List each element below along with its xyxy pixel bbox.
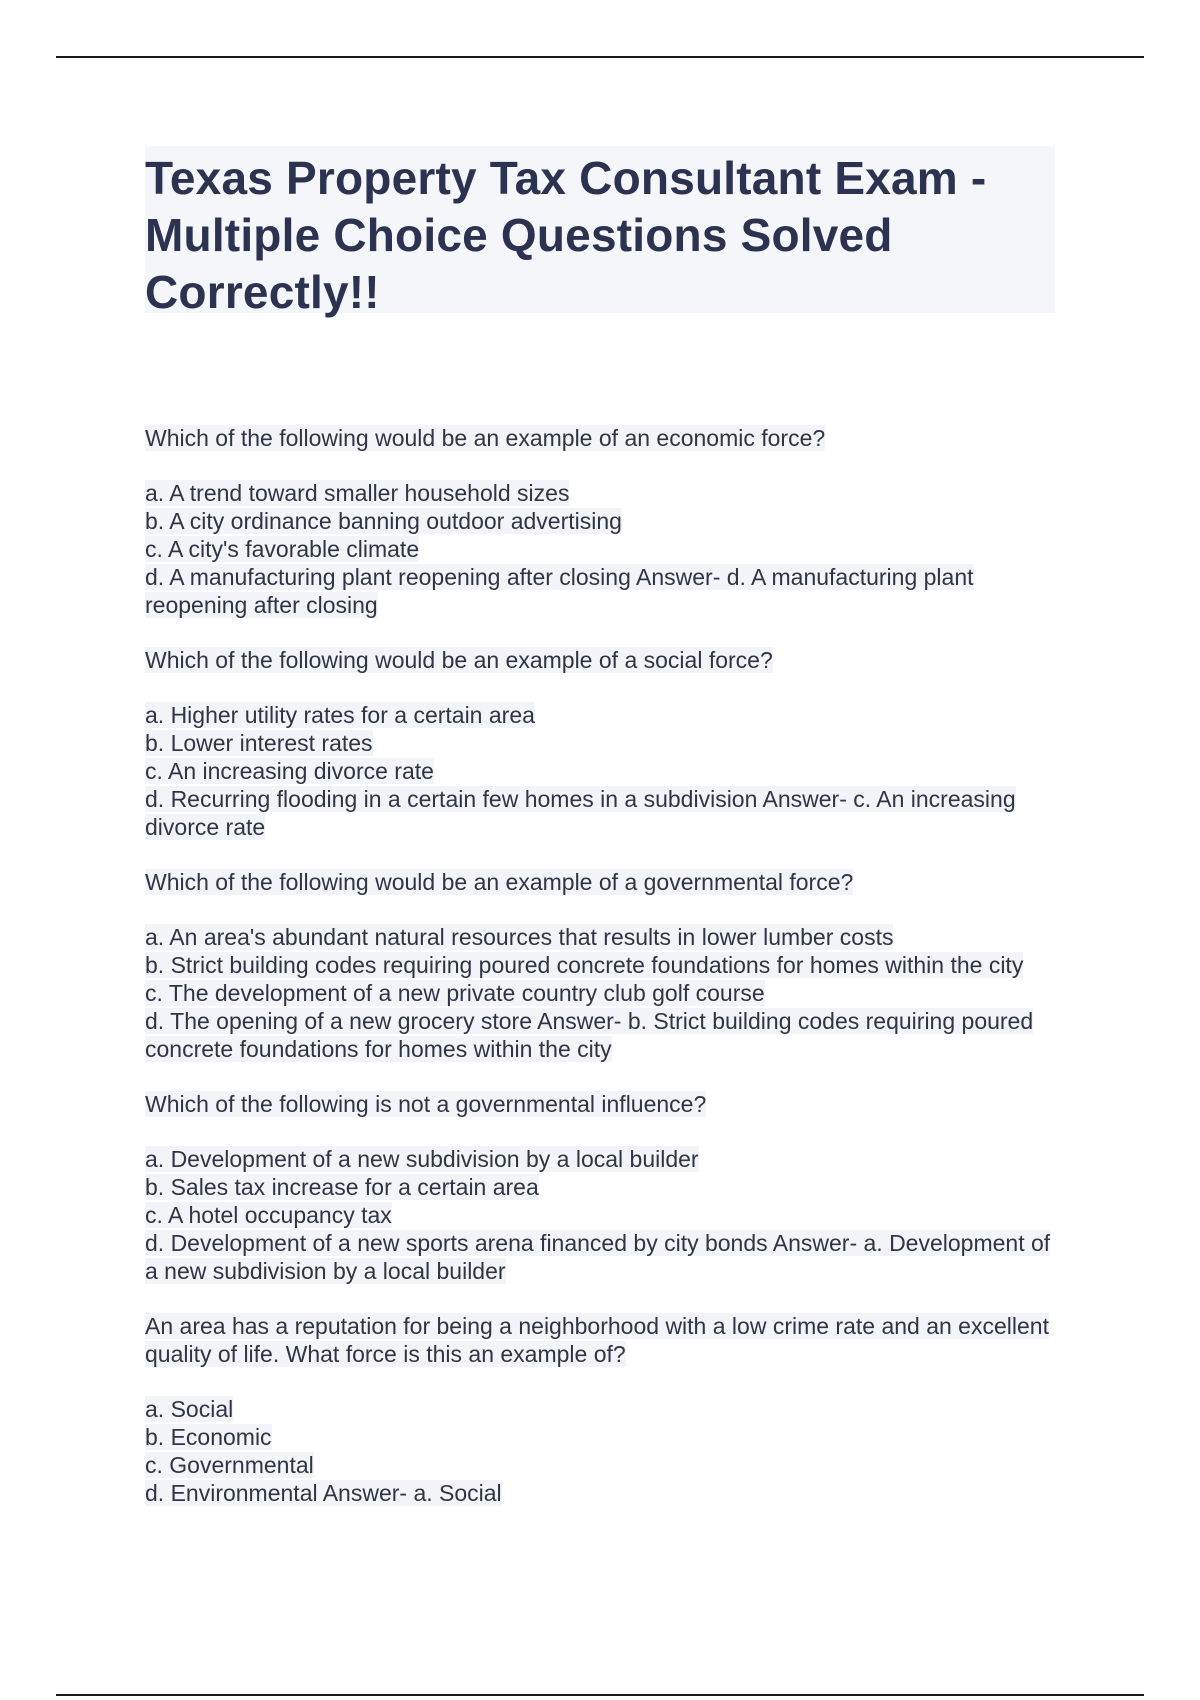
options-list (145, 701, 1065, 841)
questions-section (145, 424, 1065, 1534)
option-text: b. Lower interest rates (145, 730, 373, 756)
question-block (145, 1312, 1065, 1507)
question-text: An area has a reputation for being a neighborhood with a low crime rate and an excellent quality of life. What force is this an example of? (145, 1313, 1049, 1367)
title-block (145, 146, 1055, 318)
options-list (145, 1145, 1065, 1285)
bottom-rule (56, 1694, 1144, 1696)
question-block (145, 868, 1065, 1063)
option-text: b. A city ordinance banning outdoor advertising (145, 508, 622, 534)
options-list (145, 923, 1065, 1063)
option-text: b. Strict building codes requiring poured concrete foundations for homes within the city (145, 952, 1024, 978)
option-text: b. Economic (145, 1424, 272, 1450)
option-text: a. Higher utility rates for a certain area (145, 702, 535, 728)
question-text: Which of the following would be an example of a social force? (145, 647, 773, 673)
option-answer-text: d. Environmental Answer- a. Social (145, 1480, 502, 1506)
question-block (145, 646, 1065, 841)
question-text: Which of the following would be an example of a governmental force? (145, 869, 854, 895)
option-text: a. Social (145, 1396, 234, 1422)
option-text: c. The development of a new private country club golf course (145, 980, 765, 1006)
option-answer-text: d. A manufacturing plant reopening after closing Answer- d. A manufacturing plant reopening after closing (145, 564, 974, 618)
question-block (145, 424, 1065, 619)
option-text: a. Development of a new subdivision by a local builder (145, 1146, 699, 1172)
option-text: c. An increasing divorce rate (145, 758, 434, 784)
question-block (145, 1090, 1065, 1285)
option-text: c. A city's favorable climate (145, 536, 420, 562)
option-answer-text: d. Development of a new sports arena financed by city bonds Answer- a. Development of a new subdivision by a local builder (145, 1230, 1051, 1284)
question-text: Which of the following would be an example of an economic force? (145, 425, 826, 451)
option-text: c. A hotel occupancy tax (145, 1202, 392, 1228)
options-list (145, 1395, 1065, 1507)
option-text: c. Governmental (145, 1452, 314, 1478)
option-text: a. An area's abundant natural resources that results in lower lumber costs (145, 924, 894, 950)
option-answer-text: d. The opening of a new grocery store Answer- b. Strict building codes requiring poured concrete foundations for homes within the city (145, 1008, 1034, 1062)
option-text: b. Sales tax increase for a certain area (145, 1174, 539, 1200)
document-title: Texas Property Tax Consultant Exam - Multiple Choice Questions Solved Correctly!! (145, 152, 987, 318)
options-list (145, 479, 1065, 619)
option-answer-text: d. Recurring flooding in a certain few homes in a subdivision Answer- c. An increasing divorce rate (145, 786, 1016, 840)
option-text: a. A trend toward smaller household sizes (145, 480, 570, 506)
top-rule (56, 56, 1144, 58)
question-text: Which of the following is not a governmental influence? (145, 1091, 707, 1117)
